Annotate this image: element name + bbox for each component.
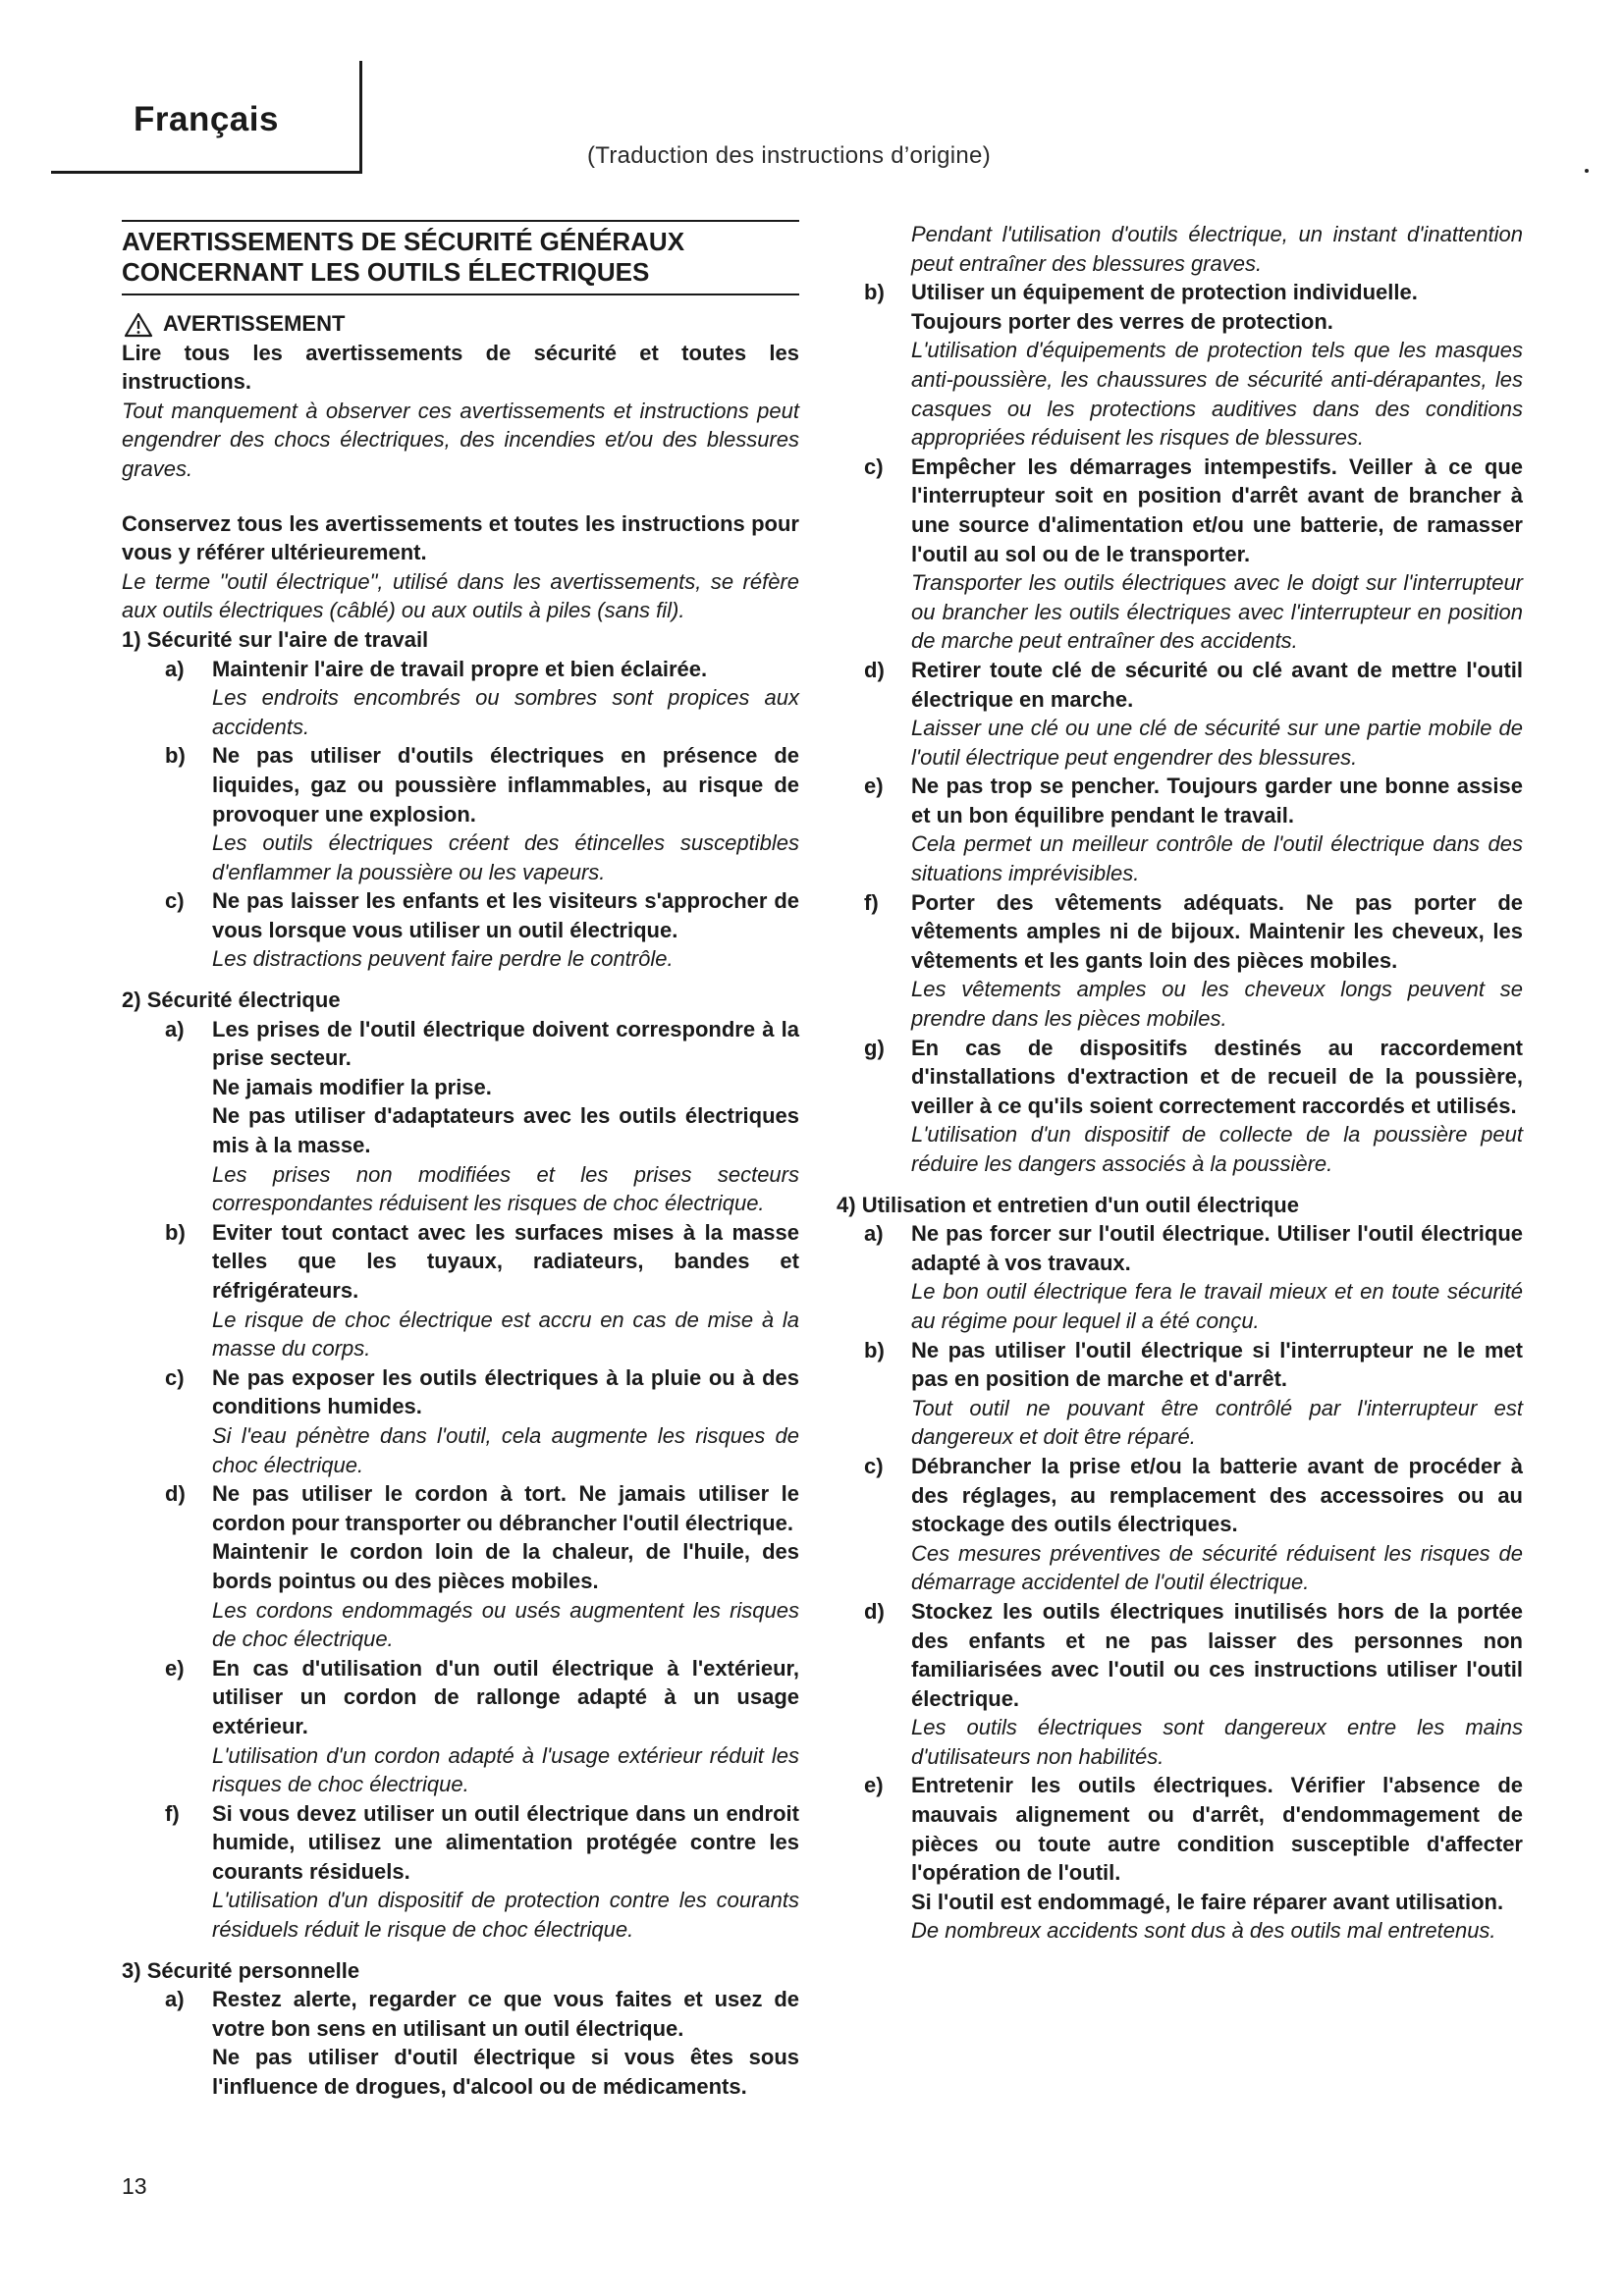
list-item: a) Maintenir l'aire de travail propre et bien éclairée. Les endroits encombrés ou sombres sont propices aux accidents. (165, 656, 799, 739)
section-heading: 3) Sécurité personnelle (122, 1957, 360, 1983)
intro-bold: Lire tous les avertissements de sécurité et toutes les instructions. (122, 340, 799, 395)
list-item: c) Ne pas exposer les outils électriques à la pluie ou à des conditions humides. Si l'eau pénètre dans l'outil, cela augmente les risques de choc électrique. (165, 1364, 799, 1477)
list-item-continuation: Pendant l'utilisation d'outils électrique, un instant d'inattention peut entraîner des blessures graves. (911, 222, 1523, 276)
list-item: b) Eviter tout contact avec les surfaces mises à la masse telles que les tuyaux, radiateurs, bandes et réfrigérateurs. Le risque de choc électrique est accru en cas de mise à la masse du corps. (165, 1219, 799, 1362)
intro-italic: Tout manquement à observer ces avertissements et instructions peut engendrer des chocs électriques, des incendies et/ou des blessures graves. (122, 398, 799, 481)
list-item: f) Si vous devez utiliser un outil électrique dans un endroit humide, utilisez une alimentation protégée contre les courants résiduels. L'utilisation d'un dispositif de protection contre les courants résiduels réduit le risque de choc électrique. (165, 1800, 799, 1943)
list-item: d) Ne pas utiliser le cordon à tort. Ne jamais utiliser le cordon pour transporter ou débrancher l'outil électrique. Maintenir le cordon loin de la chaleur, de l'huile, des bords pointus ou des pièces mobiles. Les cordons endommagés ou usés augmentent les risques de choc électrique. (165, 1481, 799, 1652)
page-title: AVERTISSEMENTS DE SÉCURITÉ GÉNÉRAUX CONCERNANT LES OUTILS ÉLECTRIQUES (122, 220, 799, 295)
section-heading: 2) Sécurité électrique (122, 988, 341, 1013)
warning-heading (122, 309, 799, 339)
section-heading: 1) Sécurité sur l'aire de travail (122, 626, 429, 652)
list-item: e) Entretenir les outils électriques. Vérifier l'absence de mauvais alignement ou d'arrêt, d'endommagement de pièces ou toute autre condition susceptible d'affecter l'opération de l'outil. Si l'outil est endommagé, le faire réparer avant utilisation. De nombreux accidents sont dus à des outils mal entretenus. (864, 1773, 1523, 1944)
left-column (122, 220, 799, 2102)
list-item: g) En cas de dispositifs destinés au raccordement d'installations d'extraction et de recueil de la poussière, veiller à ce qu'ils soient correctement raccordés et utilisés. L'utilisation d'un dispositif de collecte de la poussière peut réduire les dangers associés à la poussière. (864, 1035, 1523, 1176)
warning-triangle-icon (124, 312, 153, 338)
list-item: c) Empêcher les démarrages intempestifs. Veiller à ce que l'interrupteur soit en position d'arrêt avant de brancher à une source d'alimentation et/ou une batterie, de ramasser l'outil au sol ou de le transporter. Transporter les outils électriques avec le doigt sur l'interrupteur ou brancher les outils électriques avec l'interrupteur en position de marche peut entraîner des accidents. (864, 454, 1523, 654)
list-item: e) Ne pas trop se pencher. Toujours garder une bonne assise et un bon équilibre pendant le travail. Cela permet un meilleur contrôle de l'outil électrique dans des situations imprévisibles. (864, 774, 1523, 886)
list-item: f) Porter des vêtements adéquats. Ne pas porter de vêtements amples ni de bijoux. Maintenir les cheveux, les vêtements et les gants loin des pièces mobiles. Les vêtements amples ou les cheveux longs peuvent se prendre dans les pièces mobiles. (864, 889, 1523, 1032)
translation-note: (Traduction des instructions d’origine) (587, 142, 991, 169)
page-mark (1585, 169, 1589, 173)
page-number: 13 (122, 2173, 147, 2199)
list-item: c) Ne pas laisser les enfants et les visiteurs s'approcher de vous lorsque vous utiliser un outil électrique. Les distractions peuvent faire perdre le contrôle. (165, 888, 799, 972)
list-item: a) Ne pas forcer sur l'outil électrique. Utiliser l'outil électrique adapté à vos travaux. Le bon outil électrique fera le travail mieux et en toute sécurité au régime pour lequel il a été conçu. (864, 1221, 1523, 1333)
list-item: c) Débrancher la prise et/ou la batterie avant de procéder à des réglages, au remplacement des accessoires ou au stockage des outils électriques. Ces mesures préventives de sécurité réduisent les risques de démarrage accidentel de l'outil électrique. (864, 1453, 1523, 1595)
list-item: b) Ne pas utiliser l'outil électrique si l'interrupteur ne le met pas en position de marche et d'arrêt. Tout outil ne pouvant être contrôlé par l'interrupteur est dangereux et doit être réparé. (864, 1337, 1523, 1450)
intro-bold-2: Conservez tous les avertissements et toutes les instructions pour vous y référer ultérieurement. (122, 510, 799, 565)
language-label: Français (134, 100, 279, 138)
list-item: a) Les prises de l'outil électrique doivent correspondre à la prise secteur. Ne jamais modifier la prise. Ne pas utiliser d'adaptateurs avec les outils électriques mis à la masse. Les prises non modifiées et les prises secteurs correspondantes réduisent les risques de choc électrique. (165, 1016, 799, 1216)
list-item: a) Restez alerte, regarder ce que vous faites et usez de votre bon sens en utilisant un outil électrique. Ne pas utiliser d'outil électrique si vous êtes sous l'influence de drogues, d'alcool ou de médicaments. (165, 1987, 799, 2100)
intro-italic-2: Le terme "outil électrique", utilisé dans les avertissements, se réfère aux outils électriques (câblé) ou aux outils à piles (sans fil). (122, 568, 799, 623)
list-item: b) Utiliser un équipement de protection individuelle. Toujours porter des verres de protection. L'utilisation d'équipements de protection tels que les masques anti-poussière, les chaussures de sécurité anti-dérapantes, les casques ou les protections auditives dans des conditions appropriées réduisent les risques de blessures. (864, 280, 1523, 451)
warning-label: AVERTISSEMENT (163, 311, 346, 336)
list-item: e) En cas d'utilisation d'un outil électrique à l'extérieur, utiliser un cordon de rallonge adapté à un usage extérieur. L'utilisation d'un cordon adapté à l'usage extérieur réduit les risques de choc électrique. (165, 1655, 799, 1797)
language-tab (51, 61, 362, 174)
right-column (837, 220, 1523, 1946)
list-item: b) Ne pas utiliser d'outils électriques en présence de liquides, gaz ou poussière inflammables, au risque de provoquer une explosion. Les outils électriques créent des étincelles susceptibles d'enflammer la poussière ou les vapeurs. (165, 743, 799, 884)
list-item: d) Retirer toute clé de sécurité ou clé avant de mettre l'outil électrique en marche. Laisser une clé ou une clé de sécurité sur une partie mobile de l'outil électrique peut engendrer des blessures. (864, 657, 1523, 770)
section-heading: 4) Utilisation et entretien d'un outil électrique (837, 1192, 1299, 1217)
list-item: d) Stockez les outils électriques inutilisés hors de la portée des enfants et ne pas laisser des personnes non familiarisées avec l'outil ou ces instructions utiliser l'outil électrique. Les outils électriques sont dangereux entre les mains d'utilisateurs non habilités. (864, 1598, 1523, 1769)
